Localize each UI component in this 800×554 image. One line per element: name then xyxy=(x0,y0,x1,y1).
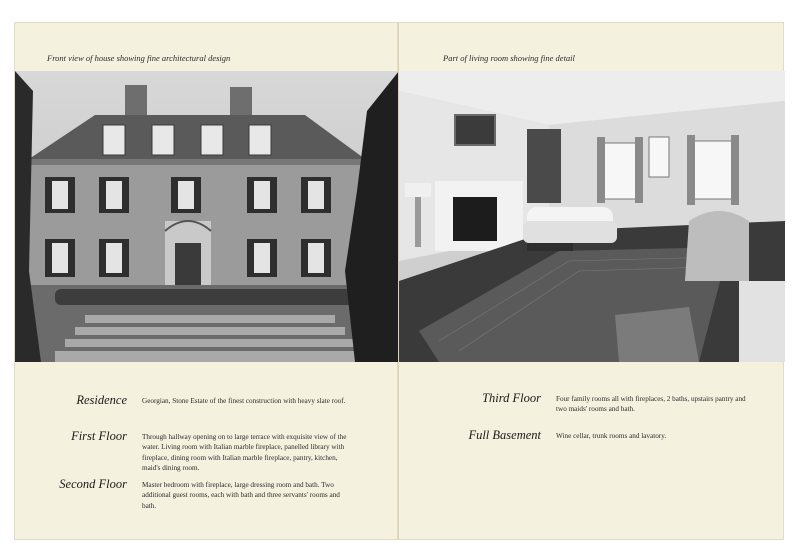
brochure-page-left xyxy=(14,22,398,540)
spec-text: Wine cellar, trunk rooms and lavatory. xyxy=(556,432,667,440)
spec-label: Residence xyxy=(76,393,127,407)
spec-label: First Floor xyxy=(71,429,127,443)
spec-full-basement xyxy=(399,428,785,458)
spec-label: Third Floor xyxy=(482,391,541,405)
brochure-page-right xyxy=(398,22,784,540)
spec-second-floor xyxy=(15,477,399,517)
spec-text: Through hallway opening on to large terrace with exquisite view of the water. Living room with Italian marble fireplace, panelled library with fireplace, dining room with Italian marble fireplace, pantry, kitchen, maid's dining room. xyxy=(142,433,347,473)
spec-first-floor xyxy=(15,429,399,479)
spec-text: Master bedroom with fireplace, large dressing room and bath. Two additional guest rooms, each with bath and three servants' rooms and bath. xyxy=(142,481,340,510)
spec-third-floor xyxy=(399,391,785,431)
spec-text: Georgian, Stone Estate of the finest construction with heavy slate roof. xyxy=(142,397,346,405)
living-room-photo xyxy=(399,71,785,362)
spec-label: Second Floor xyxy=(59,477,127,491)
house-photo-caption: Front view of house showing fine architectural design xyxy=(47,53,231,63)
spec-text: Four family rooms all with fireplaces, 2 baths, upstairs pantry and two maids' rooms and bath. xyxy=(556,395,746,414)
spec-label: Full Basement xyxy=(468,428,541,442)
living-room-photo-caption: Part of living room showing fine detail xyxy=(443,53,575,63)
spec-residence xyxy=(15,393,399,433)
house-front-photo xyxy=(15,71,399,362)
